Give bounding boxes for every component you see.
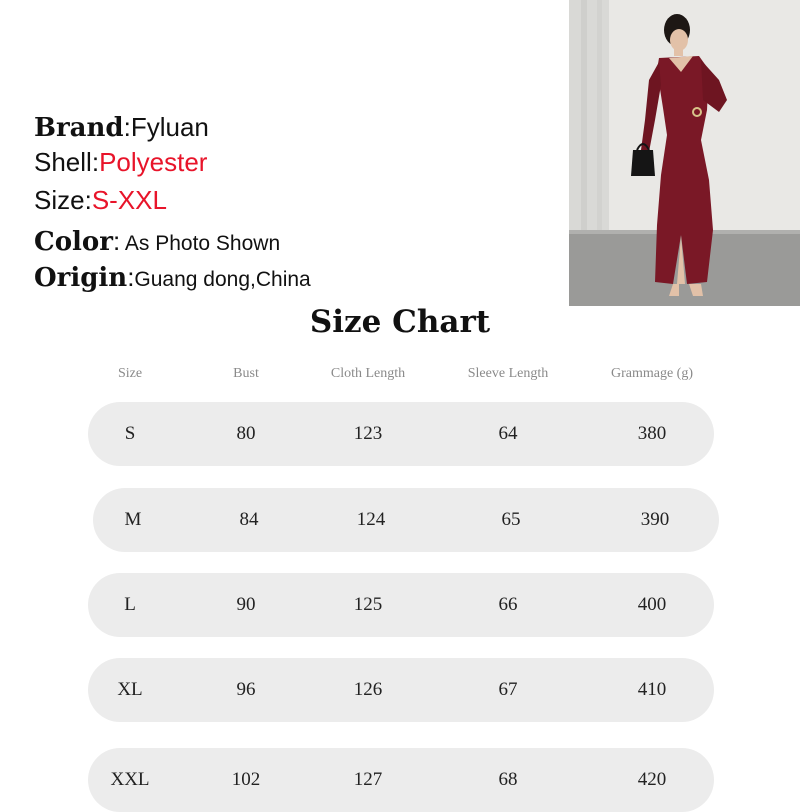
cell-bust: 102 — [231, 769, 261, 790]
cell-grammage: 400 — [637, 594, 667, 615]
cell-size: L — [124, 594, 136, 615]
cell-size: XL — [117, 679, 143, 700]
cell-sleeve-length: 64 — [498, 423, 518, 444]
cell-cloth-length: 127 — [353, 769, 383, 790]
cell-sleeve-length: 65 — [501, 509, 521, 530]
origin-label: Origin — [34, 263, 128, 293]
cell-bust: 80 — [236, 423, 256, 444]
header-sleeve-length: Sleeve Length — [467, 366, 549, 381]
shell-value: Polyester — [99, 147, 208, 177]
cell-size: XXL — [110, 769, 150, 790]
cell-size: S — [124, 423, 136, 444]
cell-bust: 84 — [239, 509, 259, 530]
origin-sep: : — [127, 262, 135, 292]
color-value: As Photo Shown — [120, 232, 281, 255]
size-row-xxl — [88, 748, 714, 812]
cell-sleeve-length: 66 — [498, 594, 518, 615]
product-photo — [569, 0, 800, 306]
cell-bust: 90 — [236, 594, 256, 615]
cell-grammage: 390 — [640, 509, 670, 530]
cell-bust: 96 — [236, 679, 256, 700]
cell-grammage: 380 — [637, 423, 667, 444]
cell-sleeve-length: 67 — [498, 679, 518, 700]
cell-cloth-length: 126 — [353, 679, 383, 700]
size-label: Size — [34, 185, 85, 215]
color-sep: : — [112, 226, 121, 256]
cell-cloth-length: 125 — [353, 594, 383, 615]
cell-sleeve-length: 68 — [498, 769, 518, 790]
size-row-m — [93, 488, 719, 552]
cell-cloth-length: 124 — [356, 509, 386, 530]
size-chart-title: Size Chart — [309, 304, 491, 340]
header-size: Size — [117, 366, 143, 381]
shell-row — [34, 147, 207, 178]
size-value: S-XXL — [91, 185, 167, 215]
color-label: Color — [34, 227, 113, 257]
cell-grammage: 420 — [637, 769, 667, 790]
color-row — [34, 226, 280, 259]
size-sep: : — [84, 185, 92, 215]
brand-row — [34, 112, 209, 143]
header-grammage: Grammage (g) — [610, 366, 694, 381]
cell-grammage: 410 — [637, 679, 667, 700]
brand-value: Fyluan — [130, 112, 209, 142]
product-photo-illustration — [569, 0, 800, 306]
size-row — [34, 185, 167, 216]
shell-sep: : — [91, 147, 100, 177]
header-bust: Bust — [233, 366, 259, 381]
shell-label: Shell — [34, 147, 92, 177]
origin-row — [34, 262, 311, 295]
size-row-xl — [88, 658, 714, 722]
origin-value: Guang dong,China — [134, 268, 311, 291]
cell-size: M — [124, 509, 142, 530]
brand-label: Brand — [34, 113, 124, 143]
size-row-l — [88, 573, 714, 637]
header-cloth-length: Cloth Length — [330, 366, 406, 381]
size-row-s — [88, 402, 714, 466]
brand-sep: : — [123, 112, 131, 142]
cell-cloth-length: 123 — [353, 423, 383, 444]
